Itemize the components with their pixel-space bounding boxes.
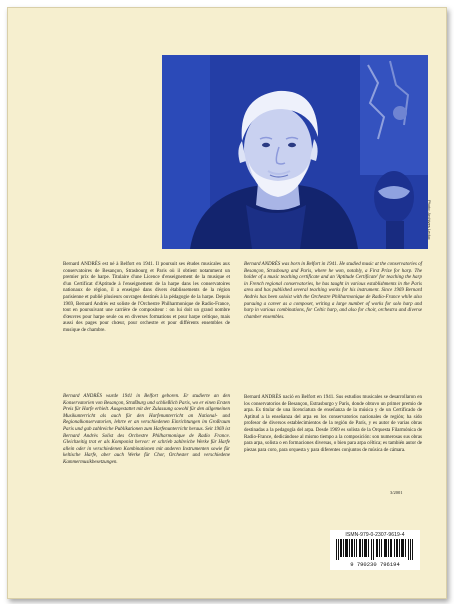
biography-french: Bernard ANDRÈS est né à Belfort en 1941. Il poursuit ses études musicales aux conservatoires de Besançon, Strasbourg et Paris où il obtient notamment un premier prix de harpe. Titulaire d'une Licence d'enseignement de la musique et d'un Certificat d'Aptitude à l'enseignement de la harpe dans les conservatoires nationaux de région, il a enseigné dans divers établissements de la région parisienne et publié plusieurs ouvrages destinés à la pédagogie de la harpe. Depuis 1969, Bernard Andrès est soliste de l'Orchestre Philharmonique de Radio-France, tout en poursuivant une carrière de compositeur : on lui doit un grand nombre d'œuvres pour harpe seule ou en diverses formations et pour harpe celtique, mais aussi des pages pour chœur, pour orchestre et pour différents ensembles de musique de chambre. [63, 262, 230, 333]
barcode-bars [336, 539, 414, 560]
biography-spanish: Bernard ANDRÈS nació en Belfort en 1941. Sus estudios musicales se desarrollaron en los conservatorios de Besançon, Estrasburgo y París, donde obtuvo un primer premio de arpa. Es titular de una licenciatura de enseñanza de la música y de un Certificado de Aptitud a la enseñanza del arpa en los conservatorios nacionales de región; ha sido profesor de diversos establecimientos de la región de París, y es autor de varias obras destinadas a la pedagogía del arpa. Desde 1969 es solista de la Orquesta Filarmónica de Radio-France, dedicándose al mismo tiempo a la composición: son numerosas sus obras para arpa, solista o en formaciones diversas, o bien para arpa céltica; es también autor de piezas para coro, para orquesta y para diferentes conjuntos de música de cámara. [244, 395, 422, 453]
biography-english: Bernard ANDRÈS was born in Belfort in 1941. He studied music at the conservatories of Besançon, Strasbourg and Paris, where he won, notably, a First Prize for harp. The holder of a music teaching certificate and an 'Aptitude Certificate' for teaching the harp in French regional conservatories, he has taught in various establishments in the Paris area and has published several teaching works for his instrument. Since 1969 Bernard Andrès has been soloist with the Orchestre Philharmonique de Radio-France while also pursuing a career as a composer, writing a large number of works for solo harp and harp in various combinations, for Celtic harp, and also for choir, orchestra and diverse chamber ensembles. [244, 262, 422, 320]
ismn-number: ISMN-979-0-2307-9619-4 [345, 532, 405, 538]
biography-german: Bernard ANDRÈS wurde 1941 in Belfort geboren. Er studierte an den Konservatorien von Besançon, Straßburg und schließlich Paris, wo er einen Ersten Preis für Harfe erhielt. Ausgestattet mit der Zulassung sowohl für den allgemeinen Musikunterricht als auch für den Harfenunterricht an National- und Regionalkonservatorien, lehrte er an verschiedenen Einrichtungen im Großraum Paris und gab zahlreiche Publikationen zum Harfenunterricht heraus. Seit 1969 ist Bernard Andrès Solist des Orchestre Philharmonique de Radio France. Gleichzeitig trat er als Komponist hervor: er schrieb zahlreiche Werke für Harfe allein oder in verschiedenen Kombinationen mit anderen Instrumenten sowie für keltische Harfe, aber auch Werke für Chor, Orchester und verschiedene Kammermusikbesetzungen. [63, 394, 230, 465]
photo-credit: Photo: Archives Leduc [427, 200, 432, 240]
barcode-label [330, 530, 420, 570]
portrait-illustration [162, 55, 428, 249]
catalog-code: 3/2001 [390, 490, 403, 495]
composer-portrait-photo [162, 55, 428, 249]
back-cover-page [7, 7, 447, 599]
barcode-digits: 9 790230 796194 [350, 561, 400, 568]
